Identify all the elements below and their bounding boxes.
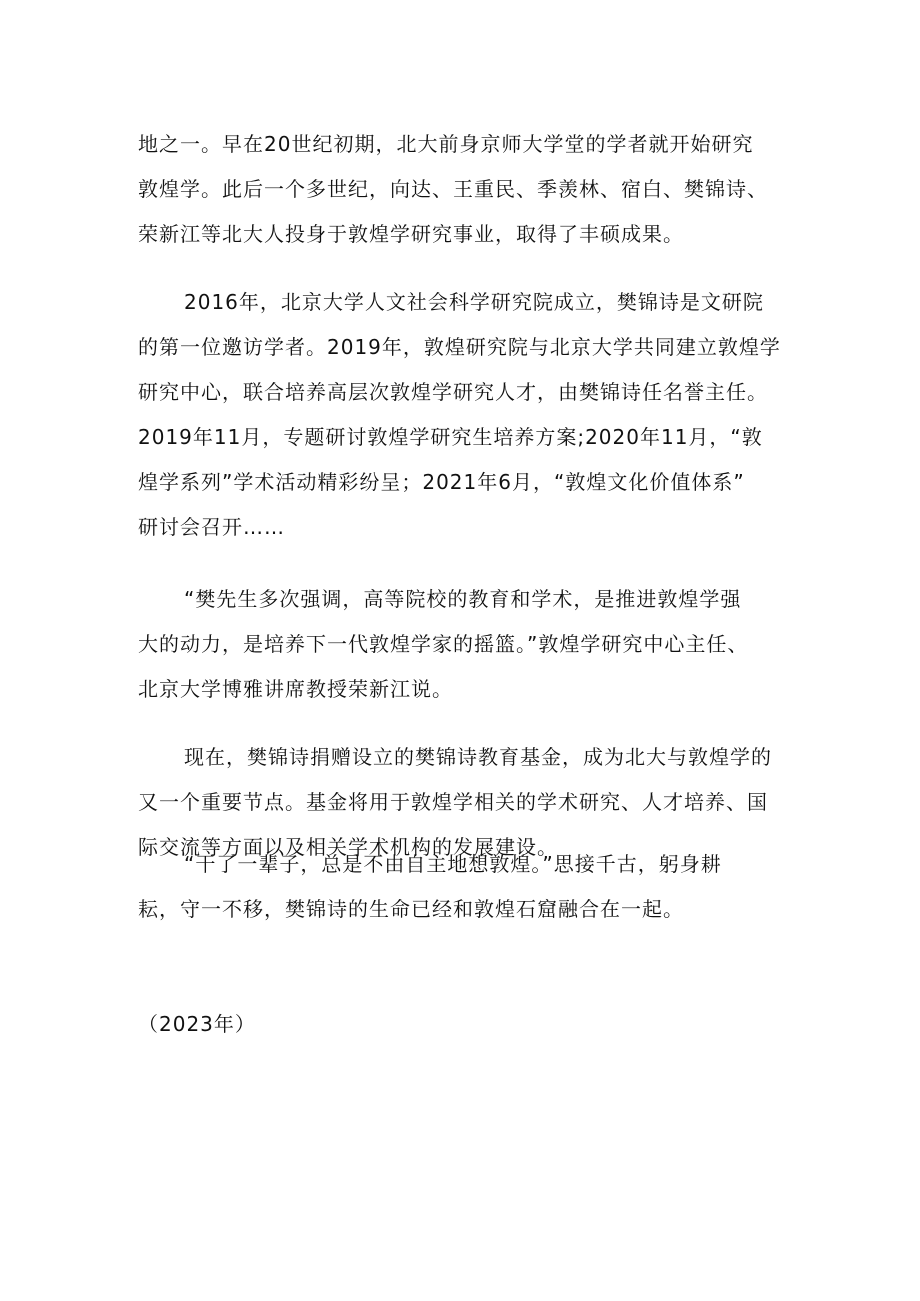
paragraph-1-line-1: 地之一。早在20世纪初期，北大前身京师大学堂的学者就开始研究 <box>138 132 754 156</box>
paragraph-2 <box>138 280 788 550</box>
paragraph-4-line-1: 现在，樊锦诗捐赠设立的樊锦诗教育基金，成为北大与敦煌学的 <box>184 745 772 769</box>
paragraph-2-line-5: 煌学系列”学术活动精彩纷呈；2021年6月，“敦煌文化价值体系” <box>138 470 745 494</box>
paragraph-4-line-3: 际交流等方面以及相关学术机构的发展建设。 <box>138 835 558 859</box>
paragraph-2-line-6: 研讨会召开…… <box>138 515 285 539</box>
paragraph-4-line-2: 又一个重要节点。基金将用于敦煌学相关的学术研究、人才培养、国 <box>138 790 768 814</box>
paragraph-3-line-3: 北京大学博雅讲席教授荣新江说。 <box>138 677 453 701</box>
paragraph-1 <box>138 122 788 257</box>
paragraph-3 <box>138 577 788 712</box>
paragraph-5-line-2: 耘，守一不移，樊锦诗的生命已经和敦煌石窟融合在一起。 <box>138 897 684 921</box>
paragraph-5-line-1: “干了一辈子，总是不由自主地想敦煌。”思接千古，躬身耕 <box>184 852 722 876</box>
paragraph-2-line-1: 2016年，北京大学人文社会科学研究院成立，樊锦诗是文研院 <box>184 290 764 314</box>
paragraph-5 <box>138 842 788 932</box>
paragraph-2-line-2: 的第一位邀访学者。2019年，敦煌研究院与北京大学共同建立敦煌学 <box>138 335 781 359</box>
paragraph-1-line-2: 敦煌学。此后一个多世纪，向达、王重民、季羡林、宿白、樊锦诗、 <box>138 177 768 201</box>
paragraph-2-line-4: 2019年11月，专题研讨敦煌学研究生培养方案;2020年11月，“敦 <box>138 425 763 449</box>
paragraph-3-line-2: 大的动力，是培养下一代敦煌学家的摇篮。”敦煌学研究中心主任、 <box>138 632 749 656</box>
paragraph-2-line-3: 研究中心，联合培养高层次敦煌学研究人才，由樊锦诗任名誉主任。 <box>138 380 768 404</box>
paragraph-3-line-1: “樊先生多次强调，高等院校的教育和学术，是推进敦煌学强 <box>184 587 742 611</box>
year-note <box>138 1002 788 1047</box>
paragraph-1-line-3: 荣新江等北大人投身于敦煌学研究事业，取得了丰硕成果。 <box>138 222 684 246</box>
year-note-text: （2023年） <box>138 1012 256 1036</box>
